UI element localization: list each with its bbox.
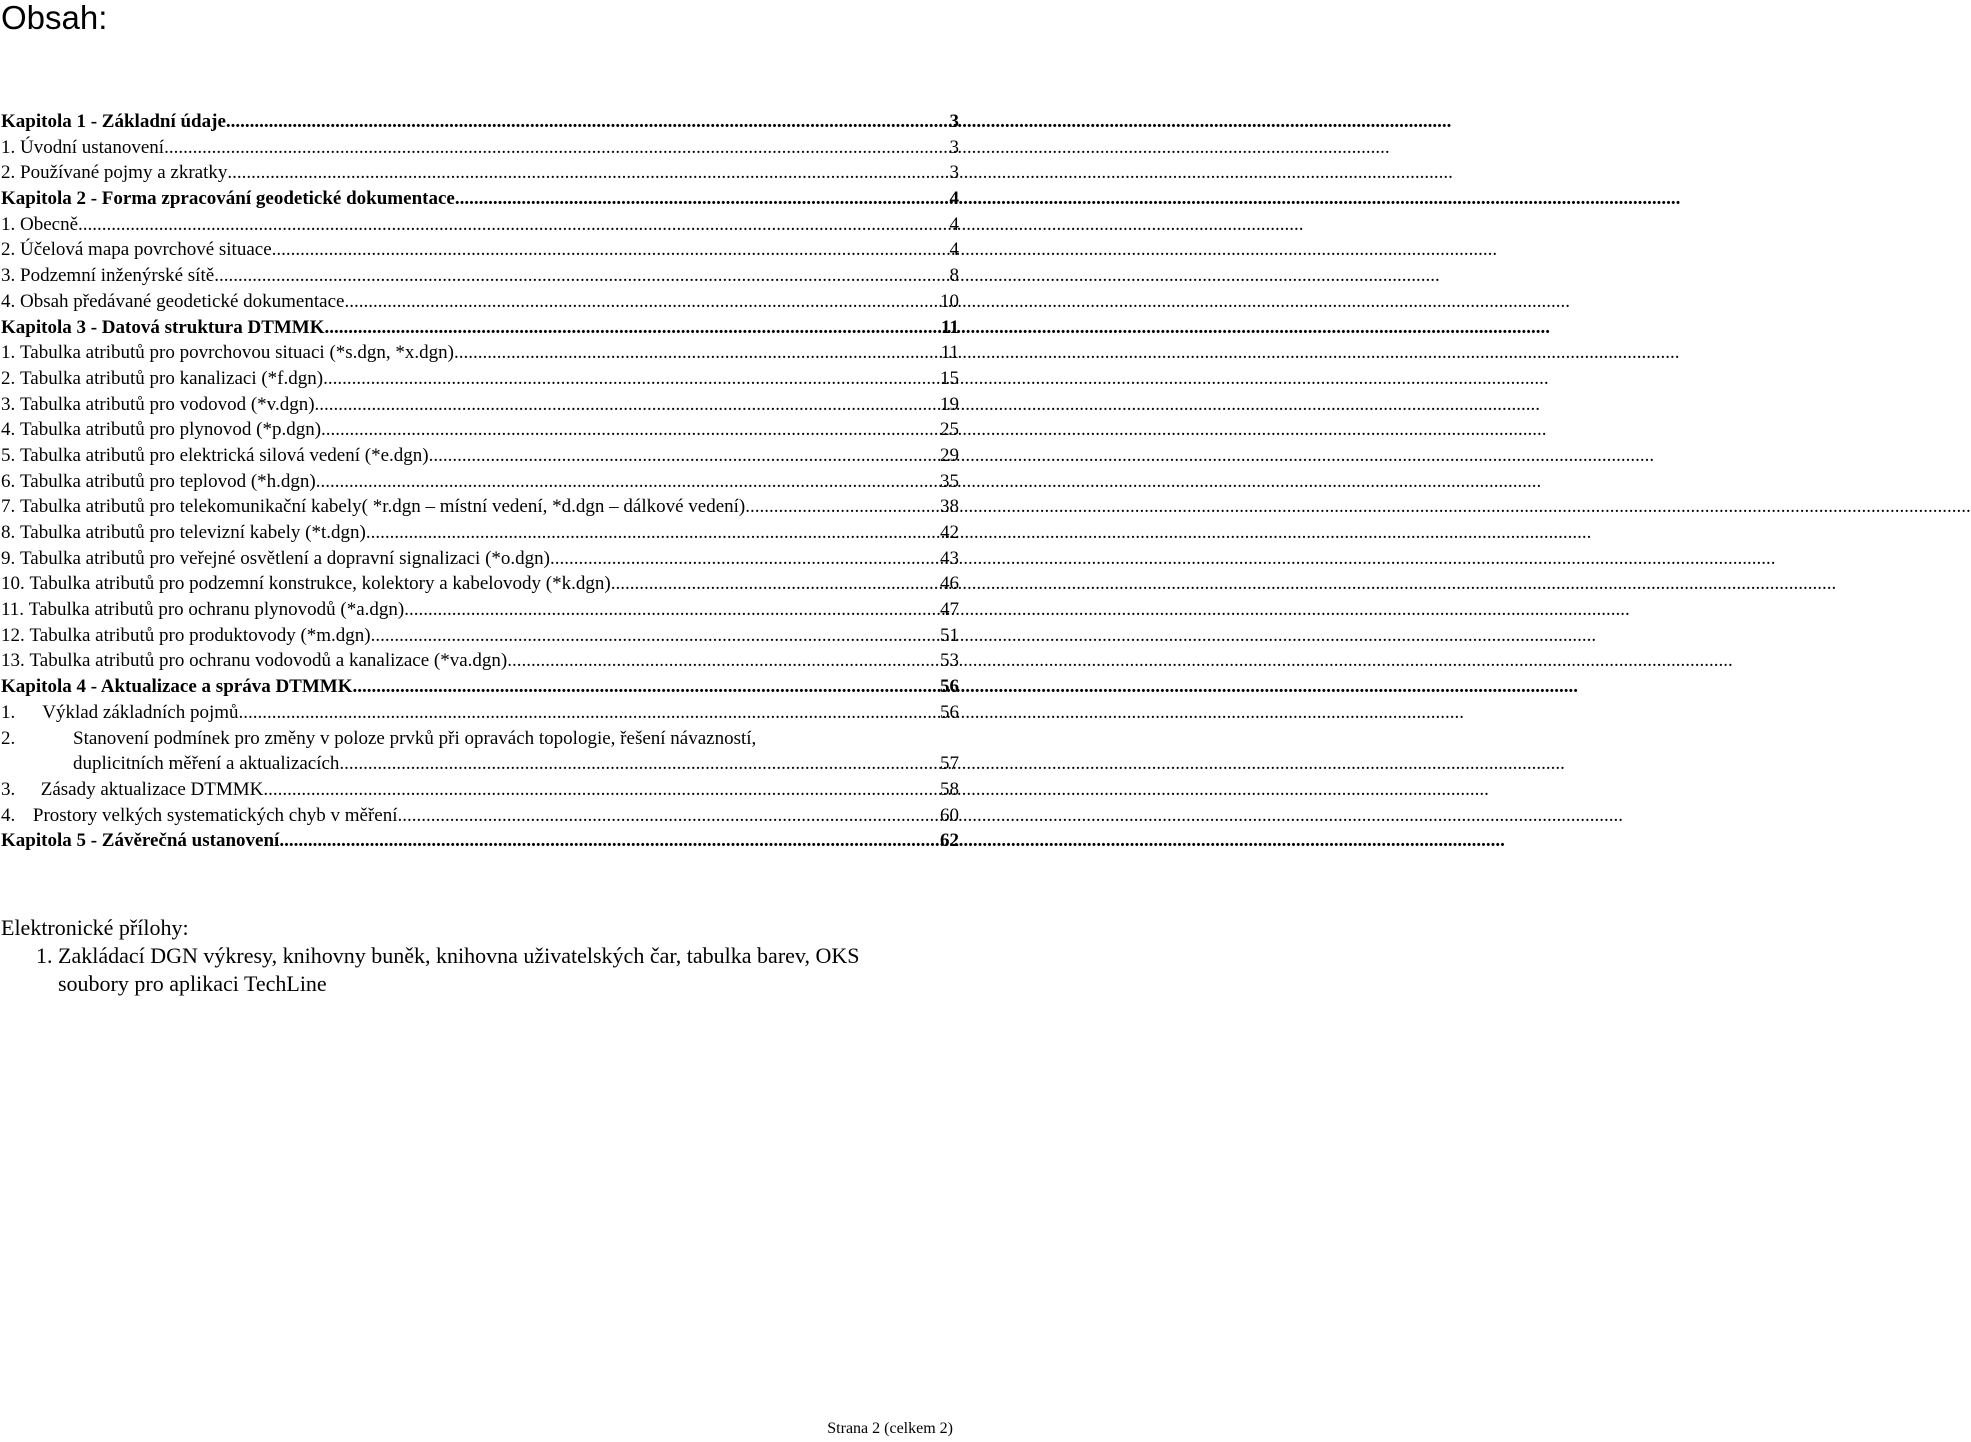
toc-entry[interactable] <box>1 135 959 161</box>
toc-page-number: 58 <box>940 778 959 800</box>
toc-leader-dots <box>227 160 949 186</box>
toc-page-number: 25 <box>940 419 959 441</box>
toc-page-number: 11 <box>940 342 959 364</box>
toc-entry-label: Tabulka atributů pro telekomunikační kabely( *r.dgn – místní vedení, *d.dgn – dálkové vedení) <box>20 496 746 518</box>
toc-entry[interactable] <box>1 751 959 777</box>
attachment-number: 1. <box>36 943 53 968</box>
toc-entry-number: 9. <box>1 547 16 569</box>
toc-entry-number: 8. <box>1 522 16 543</box>
toc-entry-label: Tabulka atributů pro produktovody (*m.dgn) <box>29 624 371 646</box>
toc-entry[interactable] <box>1 340 959 366</box>
toc-entry-label: Tabulka atributů pro televizní kabely (*t.dgn) <box>20 522 366 543</box>
toc-entry-number: 1. <box>1 136 16 158</box>
toc-entry-label: Tabulka atributů pro podzemní konstrukce, kolektory a kabelovody (*k.dgn) <box>29 573 611 595</box>
toc-entry[interactable] <box>1 469 959 495</box>
toc-entry[interactable] <box>1 520 959 546</box>
toc-entry-number: 2. <box>1 727 16 749</box>
toc-entry-label: Kapitola 1 - Základní údaje <box>1 111 226 132</box>
toc-leader-dots <box>321 417 940 443</box>
toc-leader-dots <box>279 828 940 854</box>
toc-entry-label: Tabulka atributů pro ochranu plynovodů (*a.dgn) <box>28 599 405 621</box>
table-of-contents <box>1 109 959 854</box>
toc-chapter-entry[interactable] <box>1 186 959 212</box>
attachments-list <box>36 942 918 998</box>
toc-entry-label: Tabulka atributů pro kanalizaci (*f.dgn) <box>20 367 324 389</box>
toc-entry-number: 6. <box>1 470 16 492</box>
toc-leader-dots <box>745 494 940 520</box>
toc-chapter-entry[interactable] <box>1 828 959 854</box>
toc-entry[interactable] <box>1 289 959 315</box>
toc-leader-dots <box>455 186 950 212</box>
toc-page-number: 51 <box>940 624 959 646</box>
toc-entry-label: Tabulka atributů pro vodovod (*v.dgn) <box>20 393 315 415</box>
toc-entry-number: 2. <box>1 239 16 261</box>
toc-entry-number: 12. <box>1 624 25 646</box>
toc-entry[interactable] <box>1 700 959 726</box>
toc-leader-dots <box>550 546 940 572</box>
toc-leader-dots <box>263 777 940 803</box>
toc-entry-number: 1. <box>1 701 16 723</box>
toc-entry-label: Prostory velkých systematických chyb v měření <box>32 804 398 826</box>
toc-page-number: 47 <box>940 599 959 621</box>
toc-page-number: 38 <box>940 496 959 518</box>
toc-entry-label: Kapitola 2 - Forma zpracování geodetické dokumentace <box>1 188 455 210</box>
toc-entry-label: Kapitola 4 - Aktualizace a správa DTMMK <box>1 676 353 698</box>
toc-page-number: 60 <box>940 804 959 826</box>
toc-leader-dots <box>507 648 940 674</box>
toc-leader-dots <box>239 700 941 726</box>
toc-entry[interactable] <box>1 648 959 674</box>
toc-page-number: 56 <box>940 676 959 698</box>
toc-entry-number: 2. <box>1 162 16 184</box>
toc-entry[interactable] <box>1 263 959 289</box>
toc-leader-dots <box>323 366 940 392</box>
toc-page-number: 15 <box>940 367 959 389</box>
toc-entry-label: Používané pojmy a zkratky <box>20 162 228 184</box>
toc-entry-number: 3. <box>1 393 16 415</box>
toc-entry[interactable] <box>1 417 959 443</box>
toc-entry-label: duplicitních měření a aktualizacích <box>73 753 340 775</box>
toc-entry-number: 3. <box>1 265 16 287</box>
toc-entry-label: Úvodní ustanovení <box>20 136 165 158</box>
toc-page-number: 35 <box>940 470 959 492</box>
toc-entry-number: 4. <box>1 804 16 826</box>
toc-entry[interactable] <box>1 597 959 623</box>
toc-page-number: 57 <box>940 753 959 775</box>
toc-entry[interactable] <box>1 623 959 649</box>
toc-entry-label: Tabulka atributů pro teplovod (*h.dgn) <box>20 470 316 492</box>
toc-entry-label: Obsah předávané geodetické dokumentace <box>20 290 345 312</box>
toc-leader-dots <box>214 263 949 289</box>
toc-entry-number: 4. <box>1 290 16 312</box>
toc-entry-label: Obecně <box>20 213 79 235</box>
toc-entry-number: 4. <box>1 419 16 441</box>
toc-page-number: 3 <box>949 136 959 158</box>
toc-entry[interactable] <box>1 237 959 263</box>
toc-entry[interactable] <box>1 366 959 392</box>
toc-leader-dots <box>339 751 940 777</box>
attachment-text: Zakládací DGN výkresy, knihovny buněk, knihovna uživatelských čar, tabulka barev, OKS soubory pro aplikaci TechLine <box>58 943 860 996</box>
toc-entry-label: Tabulka atributů pro ochranu vodovodů a kanalizace (*va.dgn) <box>29 650 508 672</box>
toc-entry-label: Zásady aktualizace DTMMK <box>40 778 264 800</box>
toc-leader-dots <box>397 803 940 829</box>
toc-page-number: 43 <box>940 547 959 569</box>
toc-entry[interactable] <box>1 443 959 469</box>
toc-entry-label: Stanovení podmínek pro změny v poloze prvků při opravách topologie, řešení návazností, <box>73 727 757 749</box>
toc-page-number: 4 <box>949 213 959 235</box>
toc-entry[interactable] <box>1 571 959 597</box>
toc-entry-number: 1. <box>1 342 16 364</box>
toc-entry-label: Kapitola 5 - Závěrečná ustanovení <box>1 830 280 852</box>
toc-page-number: 19 <box>940 393 959 415</box>
toc-leader-dots <box>272 237 950 263</box>
toc-entry[interactable] <box>1 726 959 752</box>
toc-page-number: 46 <box>940 573 959 595</box>
toc-leader-dots <box>316 469 940 495</box>
toc-leader-dots <box>366 520 940 546</box>
toc-page-number: 11 <box>941 316 959 338</box>
toc-leader-dots <box>404 597 940 623</box>
toc-entry[interactable] <box>1 494 959 520</box>
toc-chapter-entry[interactable] <box>1 315 959 341</box>
toc-page-number: 4 <box>949 188 959 210</box>
toc-page-number: 29 <box>940 444 959 466</box>
toc-entry-label: Tabulka atributů pro elektrická silová vedení (*e.dgn) <box>20 444 429 466</box>
toc-leader-dots <box>164 135 949 161</box>
toc-page-number: 3 <box>949 111 959 132</box>
toc-entry-label: Výklad základních pojmů <box>42 701 239 723</box>
toc-leader-dots <box>454 340 941 366</box>
toc-entry[interactable] <box>1 803 959 829</box>
toc-page-number: 3 <box>949 162 959 184</box>
attachments-heading: Elektronické přílohy: <box>1 915 189 940</box>
toc-leader-dots <box>344 289 940 315</box>
toc-page-number: 10 <box>940 290 959 312</box>
toc-leader-dots <box>325 315 942 341</box>
toc-entry-number: 13. <box>1 650 25 672</box>
toc-page-number: 53 <box>940 650 959 672</box>
toc-entry[interactable] <box>1 212 959 238</box>
toc-leader-dots <box>352 674 940 700</box>
toc-page-number: 4 <box>949 239 959 261</box>
toc-chapter-entry[interactable] <box>1 109 959 135</box>
toc-entry[interactable] <box>1 546 959 572</box>
toc-entry-number: 7. <box>1 496 16 518</box>
page-footer: Strana 2 (celkem 2) <box>827 1420 953 1437</box>
toc-entry-label: Podzemní inženýrské sítě <box>20 265 215 287</box>
toc-entry-number: 1. <box>1 213 16 235</box>
toc-entry-number: 5. <box>1 444 16 466</box>
toc-entry[interactable] <box>1 777 959 803</box>
toc-entry-label: Kapitola 3 - Datová struktura DTMMK <box>1 316 325 338</box>
toc-leader-dots <box>226 109 950 135</box>
page-title: Obsah: <box>1 0 108 36</box>
toc-entry-label: Tabulka atributů pro povrchovou situaci (*s.dgn, *x.dgn) <box>20 342 455 364</box>
attachment-item <box>36 942 918 998</box>
toc-leader-dots <box>429 443 940 469</box>
toc-entry[interactable] <box>1 160 959 186</box>
toc-entry[interactable] <box>1 392 959 418</box>
toc-chapter-entry[interactable] <box>1 674 959 700</box>
toc-entry-label: Tabulka atributů pro plynovod (*p.dgn) <box>20 419 322 441</box>
toc-entry-number: 10. <box>1 573 25 595</box>
toc-entry-label: Účelová mapa povrchové situace <box>20 239 272 261</box>
toc-leader-dots <box>611 571 940 597</box>
toc-entry-number: 11. <box>1 599 25 621</box>
toc-page-number: 62 <box>940 830 959 852</box>
toc-page-number: 8 <box>949 265 959 287</box>
toc-page-number: 56 <box>940 701 959 723</box>
toc-leader-dots <box>371 623 940 649</box>
toc-entry-number: 3. <box>1 778 16 800</box>
toc-page-number: 42 <box>940 522 959 543</box>
toc-leader-dots <box>315 392 940 418</box>
toc-entry-number: 2. <box>1 367 16 389</box>
toc-leader-dots <box>78 212 949 238</box>
toc-entry-label: Tabulka atributů pro veřejné osvětlení a dopravní signalizaci (*o.dgn) <box>20 547 550 569</box>
